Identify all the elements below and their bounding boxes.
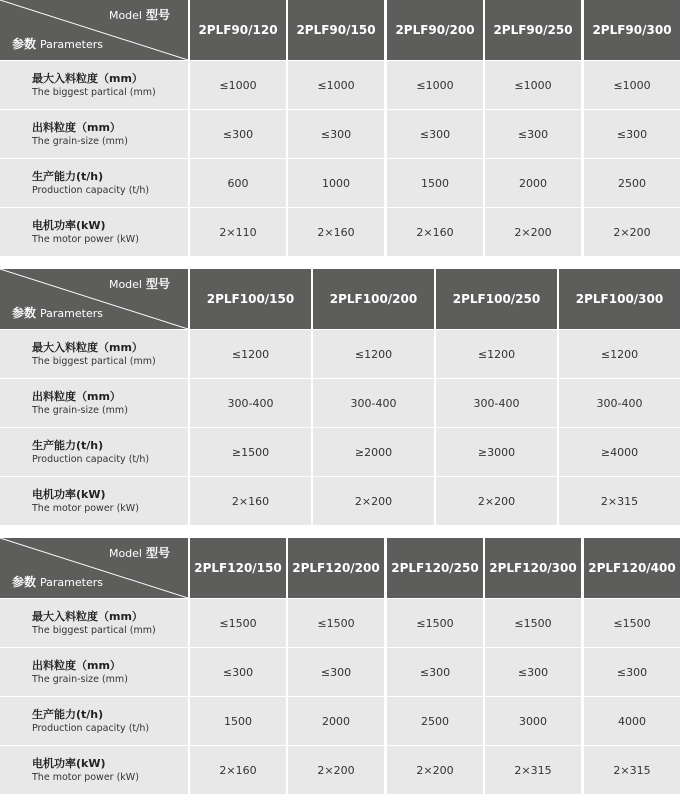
value-cell: ≤1200 (190, 330, 311, 378)
parameters-label-cn: 参数 (12, 306, 37, 320)
row-label-en: The grain-size (mm) (32, 135, 128, 147)
value-cell: ≤1000 (190, 61, 286, 109)
parameters-label-en: Parameters (40, 38, 103, 51)
model-header-cell: 2PLF90/250 (485, 0, 581, 60)
row-label-cell (0, 428, 188, 476)
value-cell: ≤1500 (190, 599, 286, 647)
row-label-en: The biggest partical (mm) (32, 86, 156, 98)
model-label-en: Model (108, 547, 142, 560)
model-header-cell: 2PLF90/300 (584, 0, 680, 60)
model-header-cell: 2PLF120/300 (485, 538, 581, 598)
value-cell: 1000 (288, 159, 384, 207)
row-label-en: Production capacity (t/h) (32, 722, 150, 734)
table-row (0, 379, 680, 427)
header-corner-cell (0, 538, 188, 598)
table-row (0, 110, 680, 158)
model-header-cell: 2PLF120/200 (288, 538, 384, 598)
model-header-cell: 2PLF120/250 (387, 538, 483, 598)
table-row (0, 599, 680, 647)
value-cell: ≤300 (288, 110, 384, 158)
value-cell: 2500 (584, 159, 680, 207)
value-cell: 2×200 (387, 746, 483, 794)
header-corner-cell (0, 269, 188, 329)
value-cell: ≤1500 (387, 599, 483, 647)
row-label-cell (0, 159, 188, 207)
value-cell: 2×315 (559, 477, 680, 525)
row-label-cn: 出料粒度（mm） (32, 389, 121, 403)
row-label-cell (0, 648, 188, 696)
row-label-cn: 电机功率(kW) (32, 218, 106, 232)
value-cell: ≤1200 (436, 330, 557, 378)
row-label-cn: 电机功率(kW) (32, 756, 106, 770)
row-label-en: The motor power (kW) (32, 771, 139, 783)
parameters-label-cn: 参数 (12, 575, 37, 589)
table-header (0, 0, 680, 60)
value-cell: ≤300 (387, 110, 483, 158)
parameters-label-en: Parameters (40, 576, 103, 589)
value-cell: 2×200 (288, 746, 384, 794)
table-row (0, 648, 680, 696)
value-cell: ≤300 (584, 648, 680, 696)
row-label-cell (0, 697, 188, 745)
value-cell: ≤300 (387, 648, 483, 696)
parameters-label (12, 573, 103, 590)
table-row (0, 428, 680, 476)
row-label-cell (0, 746, 188, 794)
model-header-cell: 2PLF100/150 (190, 269, 311, 329)
row-label-en: The motor power (kW) (32, 233, 139, 245)
value-cell: 2×160 (190, 477, 311, 525)
row-label-en: The biggest partical (mm) (32, 624, 156, 636)
value-cell: 1500 (387, 159, 483, 207)
row-label-cell (0, 330, 188, 378)
value-cell: ≤1200 (313, 330, 434, 378)
model-header-cell: 2PLF100/300 (559, 269, 680, 329)
spec-table (0, 0, 680, 256)
value-cell: 2×160 (387, 208, 483, 256)
row-label-cn: 生产能力(t/h) (32, 169, 104, 183)
table-row (0, 477, 680, 525)
row-label-en: The motor power (kW) (32, 502, 139, 514)
value-cell: 300-400 (559, 379, 680, 427)
model-header-cell: 2PLF120/400 (584, 538, 680, 598)
header-corner-cell (0, 0, 188, 60)
model-label-cn: 型号 (145, 277, 170, 291)
row-label-cell (0, 379, 188, 427)
model-label-en: Model (108, 278, 142, 291)
value-cell: 600 (190, 159, 286, 207)
value-cell: 2×315 (584, 746, 680, 794)
value-cell: ≤1500 (485, 599, 581, 647)
value-cell: ≤1200 (559, 330, 680, 378)
value-cell: 300-400 (190, 379, 311, 427)
model-header-cell: 2PLF120/150 (190, 538, 286, 598)
value-cell: 300-400 (313, 379, 434, 427)
value-cell: 2000 (485, 159, 581, 207)
model-label-cn: 型号 (145, 8, 170, 22)
row-label-en: Production capacity (t/h) (32, 453, 150, 465)
value-cell: ≤1000 (485, 61, 581, 109)
table-row (0, 697, 680, 745)
row-label-cn: 最大入料粒度（mm） (32, 71, 143, 85)
value-cell: 2×160 (190, 746, 286, 794)
value-cell: ≥2000 (313, 428, 434, 476)
row-label-cn: 生产能力(t/h) (32, 707, 104, 721)
row-label-en: The biggest partical (mm) (32, 355, 156, 367)
value-cell: 4000 (584, 697, 680, 745)
value-cell: 300-400 (436, 379, 557, 427)
row-label-cell (0, 61, 188, 109)
value-cell: ≤1000 (387, 61, 483, 109)
row-label-cn: 出料粒度（mm） (32, 120, 121, 134)
value-cell: 3000 (485, 697, 581, 745)
parameters-label (12, 304, 103, 321)
row-label-en: Production capacity (t/h) (32, 184, 150, 196)
value-cell: ≤300 (288, 648, 384, 696)
value-cell: ≤300 (190, 648, 286, 696)
value-cell: ≥4000 (559, 428, 680, 476)
value-cell: ≥3000 (436, 428, 557, 476)
value-cell: ≤300 (190, 110, 286, 158)
model-header-cell: 2PLF90/120 (190, 0, 286, 60)
table-row (0, 61, 680, 109)
value-cell: ≤1500 (584, 599, 680, 647)
value-cell: ≤300 (485, 110, 581, 158)
model-label-cn: 型号 (145, 546, 170, 560)
table-row (0, 208, 680, 256)
value-cell: 1500 (190, 697, 286, 745)
model-label (109, 275, 170, 292)
model-header-cell: 2PLF90/200 (387, 0, 483, 60)
table-row (0, 330, 680, 378)
model-label-en: Model (108, 9, 142, 22)
row-label-cn: 最大入料粒度（mm） (32, 609, 143, 623)
model-header-cell: 2PLF100/200 (313, 269, 434, 329)
spec-table (0, 538, 680, 794)
value-cell: 2×200 (313, 477, 434, 525)
row-label-cn: 生产能力(t/h) (32, 438, 104, 452)
value-cell: 2×200 (436, 477, 557, 525)
value-cell: 2000 (288, 697, 384, 745)
row-label-cn: 最大入料粒度（mm） (32, 340, 143, 354)
value-cell: 2×200 (485, 208, 581, 256)
model-header-cell: 2PLF90/150 (288, 0, 384, 60)
row-label-en: The grain-size (mm) (32, 404, 128, 416)
spec-table (0, 269, 680, 525)
value-cell: ≤300 (584, 110, 680, 158)
parameters-label-cn: 参数 (12, 37, 37, 51)
table-header (0, 538, 680, 598)
value-cell: ≤1000 (584, 61, 680, 109)
model-header-cell: 2PLF100/250 (436, 269, 557, 329)
table-row (0, 159, 680, 207)
parameters-label (12, 35, 103, 52)
row-label-cn: 出料粒度（mm） (32, 658, 121, 672)
value-cell: ≤1500 (288, 599, 384, 647)
value-cell: 2×200 (584, 208, 680, 256)
value-cell: ≥1500 (190, 428, 311, 476)
value-cell: ≤300 (485, 648, 581, 696)
table-row (0, 746, 680, 794)
row-label-en: The grain-size (mm) (32, 673, 128, 685)
value-cell: ≤1000 (288, 61, 384, 109)
row-label-cell (0, 110, 188, 158)
row-label-cell (0, 208, 188, 256)
model-label (109, 6, 170, 23)
table-header (0, 269, 680, 329)
model-label (109, 544, 170, 561)
row-label-cell (0, 599, 188, 647)
value-cell: 2×110 (190, 208, 286, 256)
row-label-cell (0, 477, 188, 525)
parameters-label-en: Parameters (40, 307, 103, 320)
value-cell: 2×315 (485, 746, 581, 794)
value-cell: 2×160 (288, 208, 384, 256)
value-cell: 2500 (387, 697, 483, 745)
row-label-cn: 电机功率(kW) (32, 487, 106, 501)
